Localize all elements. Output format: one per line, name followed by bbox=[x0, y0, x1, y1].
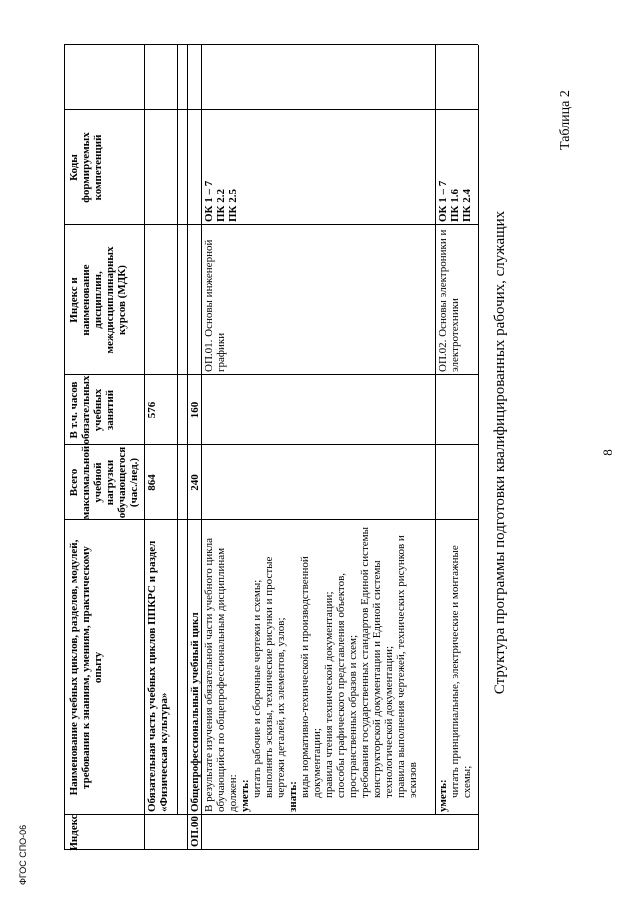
table-label: Таблица 2 bbox=[558, 90, 573, 150]
op01-requirements bbox=[201, 520, 435, 815]
footer-code: ФГОС СПО-06 bbox=[18, 824, 28, 885]
header-competencies: Коды формируемых компетенций bbox=[68, 132, 104, 203]
op02-code: ПК 2.4 bbox=[461, 188, 473, 222]
op02-umet-label: уметь: bbox=[437, 779, 449, 812]
op01-knowledge-1: виды нормативно-технической и производственной документации; bbox=[299, 556, 323, 798]
op00-name: Общепрофессиональный учебный цикл bbox=[189, 612, 201, 812]
op02-requirements bbox=[435, 520, 478, 815]
op01-knowledge-4: требования государственных стандартов Единой системы конструкторской документации и Единой системы технологической документации; bbox=[359, 526, 395, 798]
header-index: Индекс bbox=[68, 814, 80, 851]
op00-max: 240 bbox=[189, 474, 201, 491]
header-max-load: Всего максимальной учебной нагрузки обучающегося (час./нед.) bbox=[68, 445, 140, 520]
op01-code: ПК 2.5 bbox=[227, 188, 239, 222]
op01-discipline: ОП.01. Основы инженерной графики bbox=[203, 239, 227, 372]
structure-table bbox=[64, 45, 478, 850]
op01-skill-2: выполнять эскизы, технические рисунки и простые чертежи деталей, их элементов, узлов; bbox=[263, 556, 287, 798]
mandatory-part-max: 864 bbox=[146, 474, 158, 491]
op01-skill-1: читать рабочие и сборочные чертежи и схемы; bbox=[251, 579, 263, 798]
op01-intro: В результате изучения обязательной части учебного цикла обучающийся по общепрофессиональным дисциплинам должен: bbox=[203, 538, 239, 812]
op01-code: ПК 2.2 bbox=[215, 188, 227, 222]
op02-competency-codes bbox=[435, 110, 478, 225]
op02-skill-1: читать принципиальные, электрические и монтажные схемы; bbox=[449, 545, 473, 798]
op01-knowledge-2: правила чтения технической документации; bbox=[323, 591, 335, 798]
op02-code: ПК 1.6 bbox=[449, 188, 461, 222]
op00-index: ОП.00 bbox=[189, 816, 201, 847]
header-mandatory-hours: В т.ч. часов обязательных учебных занятий bbox=[68, 375, 116, 445]
page-number: 8 bbox=[600, 449, 615, 456]
header-name: Наименование учебных циклов, разделов, модулей, требования к знаниям, умениям, практическому опыту bbox=[68, 539, 104, 796]
op01-umet-label: уметь: bbox=[239, 779, 251, 812]
op01-knowledge-5: правила выполнения чертежей, технических рисунков и эскизов bbox=[395, 535, 419, 798]
mandatory-part-name: Обязательная часть учебных циклов ППКРС и раздел «Физическая культура» bbox=[146, 540, 170, 812]
op00-hours: 160 bbox=[189, 401, 201, 419]
page-title: Структура программы подготовки квалифицированных рабочих, служащих bbox=[492, 210, 508, 695]
op02-code: ОК 1 – 7 bbox=[437, 180, 449, 222]
op01-code: ОК 1 – 7 bbox=[203, 180, 215, 222]
mandatory-part-hours: 576 bbox=[146, 401, 158, 419]
op01-znat-label: знать: bbox=[287, 781, 299, 812]
op01-competency-codes bbox=[201, 110, 241, 225]
header-disciplines: Индекс и наименование дисциплин, междисциплинарных курсов (МДК) bbox=[68, 246, 128, 354]
op02-discipline: ОП.02. Основы электроники и электротехники bbox=[437, 229, 461, 372]
op01-knowledge-3: способы графического представления объектов, пространственных образов и схем; bbox=[335, 572, 359, 798]
